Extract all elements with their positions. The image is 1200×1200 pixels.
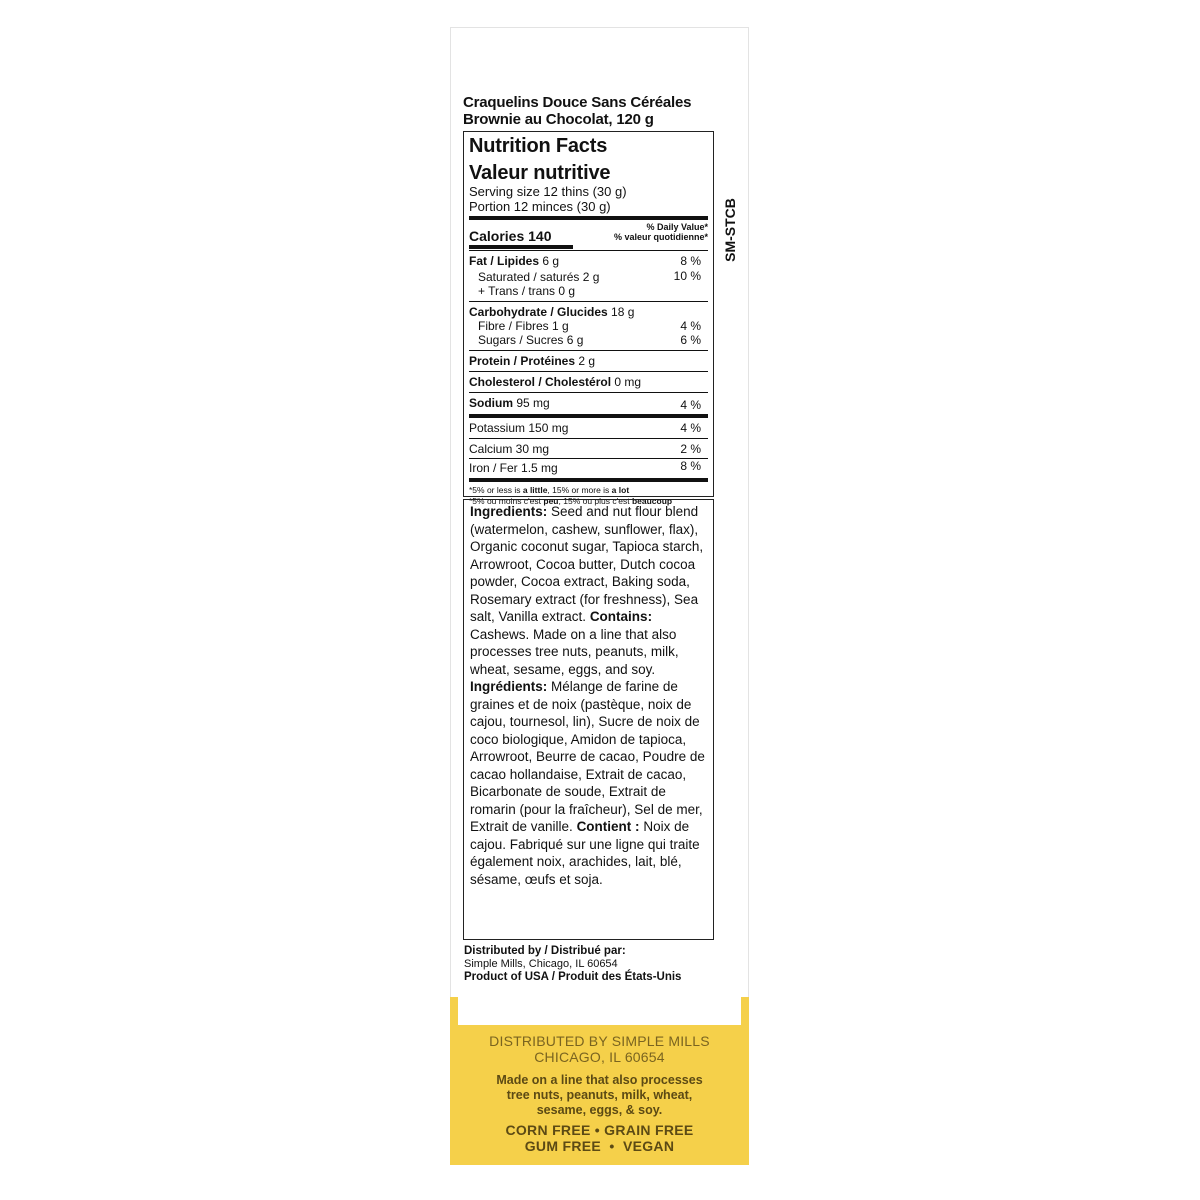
product-name-line1: Craquelins Douce Sans Céréales (463, 94, 692, 111)
banner-edge-right (741, 997, 749, 1025)
potassium-label: Potassium 150 mg (469, 421, 569, 435)
cholesterol-label: Cholesterol / Cholestérol (469, 375, 612, 389)
footnote-emphasis: peu (543, 496, 559, 506)
calcium-pct: 2 % (680, 442, 701, 456)
ingredients-fr-text: Mélange de farine de graines et de noix (pastèque, noix de cajou, tournesol, lin), Sucre de noix de coco biologique, Amidon de tapioca, Arrowroot, Beurre de cacao, Poudre de cacao hollandaise, Extrait de cacao, Bicarbonate de soude, Extrait de romarin (pour la fraîcheur), Sel de mer, Extrait de vanille. (470, 679, 705, 834)
iron-label: Iron / Fer 1.5 mg (469, 461, 558, 475)
banner-allergen-note (450, 1073, 749, 1118)
banner-free-line1: CORN FREE • GRAIN FREE (505, 1122, 694, 1138)
saturated-label: Saturated / saturés 2 g (478, 270, 600, 284)
banner-distributor-line1: DISTRIBUTED BY SIMPLE MILLS (489, 1033, 710, 1049)
potassium-row (469, 421, 708, 435)
sodium-label: Sodium (469, 396, 513, 410)
cholesterol-row (469, 375, 708, 389)
product-code-text: SM-STCB (722, 198, 738, 262)
banner-free-line2: GUM FREE • VEGAN (524, 1138, 675, 1154)
ingredients-fr-label: Ingrédients: (470, 679, 548, 694)
nutrition-title-fr: Valeur nutritive (469, 162, 611, 184)
product-name-line2: Brownie au Chocolat, 120 g (463, 111, 654, 128)
fibre-row (469, 319, 708, 333)
divider (469, 438, 708, 439)
footnote-text: , 15% or more is (547, 485, 612, 495)
thick-divider (469, 414, 708, 418)
footnote-text: *5% ou moins c'est (469, 496, 544, 506)
nutrition-title-en: Nutrition Facts (469, 135, 608, 157)
ingredients-box (463, 499, 714, 940)
divider (469, 301, 708, 302)
footnote-emphasis: beaucoup (631, 496, 673, 506)
daily-value-header (614, 222, 708, 242)
serving-size-fr: Portion 12 minces (30 g) (469, 199, 611, 214)
banner-free-claims (450, 1122, 749, 1154)
footnote-emphasis: a lot (611, 485, 630, 495)
fibre-pct: 4 % (680, 319, 701, 333)
fibre-label: Fibre / Fibres 1 g (478, 319, 569, 333)
divider (469, 392, 708, 393)
saturated-pct: 10 % (673, 269, 701, 283)
sodium-amount: 95 mg (513, 396, 550, 410)
fat-pct: 8 % (680, 254, 701, 268)
saturated-row (469, 270, 708, 284)
fat-label: Fat / Lipides (469, 254, 540, 268)
distributor-address: Simple Mills, Chicago, IL 60654 (464, 958, 618, 970)
sodium-row (469, 396, 708, 410)
daily-value-fr: % valeur quotidienne* (613, 232, 708, 242)
banner-distributor (450, 1033, 749, 1065)
contains-fr-label: Contient : (576, 819, 640, 834)
divider (469, 458, 708, 459)
calories-label: Calories 140 (469, 228, 573, 249)
serving-size-en: Serving size 12 thins (30 g) (469, 184, 627, 199)
distributor-info (464, 945, 744, 984)
footnote-text: , 15% ou plus c'est (558, 496, 632, 506)
sugars-label: Sugars / Sucres 6 g (478, 333, 584, 347)
daily-value-en: % Daily Value* (646, 222, 708, 232)
protein-label: Protein / Protéines (469, 354, 576, 368)
product-code (718, 192, 742, 274)
product-origin: Product of USA / Produit des États-Unis (464, 971, 682, 983)
fat-amount: 6 g (539, 254, 560, 268)
calories-row (469, 220, 708, 250)
carb-row (469, 305, 708, 319)
contains-en-text: Cashews. Made on a line that also processes tree nuts, peanuts, milk, wheat, sesame, eggs, and soy. (470, 626, 679, 677)
distributor-heading: Distributed by / Distribué par: (464, 945, 626, 957)
calcium-row (469, 442, 708, 456)
potassium-pct: 4 % (680, 421, 701, 435)
footnote-emphasis: a little (522, 485, 548, 495)
iron-pct: 8 % (680, 459, 701, 473)
banner-allergen-line2: tree nuts, peanuts, milk, wheat, (506, 1088, 693, 1102)
banner-distributor-line2: CHICAGO, IL 60654 (534, 1049, 665, 1065)
thick-divider (469, 478, 708, 482)
divider (469, 250, 708, 251)
calcium-label: Calcium 30 mg (469, 442, 550, 456)
footnote-en (469, 485, 708, 496)
banner-edge-left (450, 997, 458, 1025)
banner-allergen-line3: sesame, eggs, & soy. (536, 1103, 663, 1117)
ingredients-en-text: Seed and nut flour blend (watermelon, cashew, sunflower, flax), Organic coconut sugar, Tapioca starch, Arrowroot, Cocoa butter, Dutch cocoa powder, Cocoa extract, Baking soda, Rosemary extract (for freshness), Sea salt, Vanilla extract. (470, 504, 704, 624)
banner-allergen-line1: Made on a line that also processes (496, 1073, 703, 1087)
protein-row (469, 354, 708, 368)
ingredients-en-label: Ingredients: (470, 504, 548, 519)
contains-fr-text: Noix de cajou. Fabriqué sur une ligne qui traite également noix, arachides, lait, blé, sésame, œufs et soja. (470, 819, 700, 887)
sugars-pct: 6 % (680, 333, 701, 347)
sugars-row (469, 333, 708, 347)
trans-row (469, 284, 708, 298)
protein-amount: 2 g (575, 354, 596, 368)
carb-label: Carbohydrate / Glucides (469, 305, 608, 319)
sodium-pct: 4 % (680, 398, 701, 412)
fat-row (469, 254, 708, 268)
trans-label: + Trans / trans 0 g (478, 284, 576, 298)
divider (469, 350, 708, 351)
cholesterol-amount: 0 mg (611, 375, 642, 389)
iron-row (469, 461, 708, 475)
product-name (463, 94, 743, 128)
divider (469, 371, 708, 372)
footnote-text: *5% or less is (469, 485, 523, 495)
nutrition-facts-table (463, 131, 714, 506)
contains-en-label: Contains: (589, 609, 653, 624)
carb-amount: 18 g (607, 305, 635, 319)
